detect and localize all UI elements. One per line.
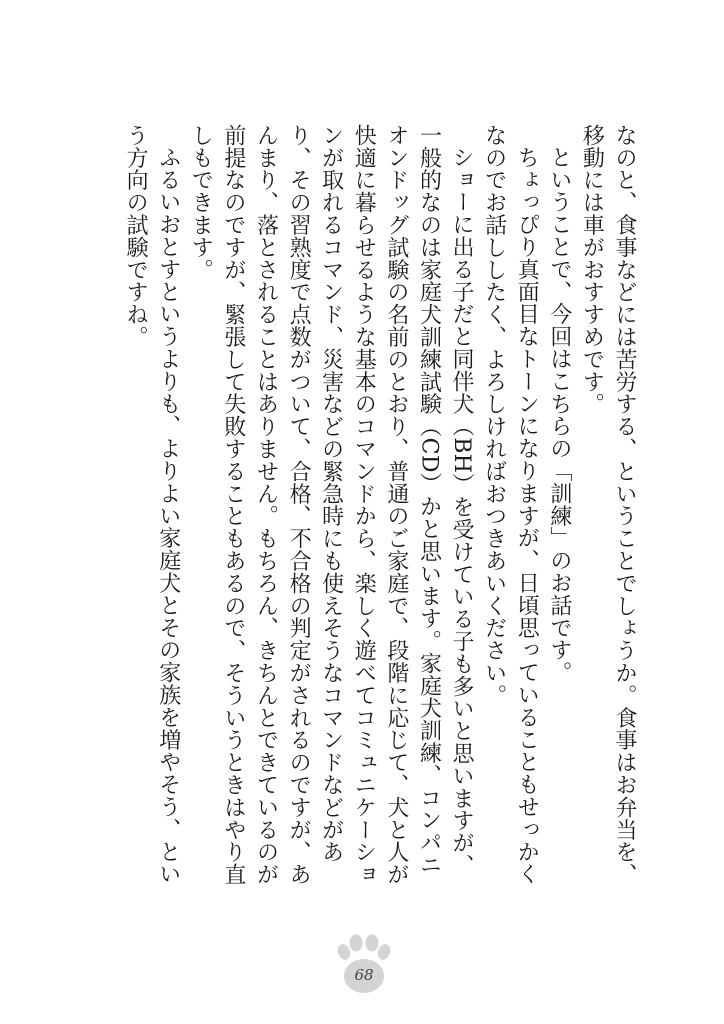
paragraph-3: ちょっぴり真面目なトーンになりますが、日頃思っていることもせっかくなのでお話ししたく、よろしければおつきあいください。 [481, 124, 540, 886]
paragraph-4: ショーに出る子だと同伴犬（BH）を受けている子も多いと思いますが、一般的なのは家庭犬訓練試験（CD）かと思います。家庭犬訓練、コンパニオンドッグ試験の名前のとおり、普通のご家庭で、段階に応じて、犬と人が快適に暮らせるような基本のコマンドから、楽しく遊べてコミュニケーションが取れるコマンド、災害などの緊急時にも使えそうなコマンドなどがあり、その習熟度で点数がついて、合格、不合格の判定がされるのですが、あんまり、落とされることはありません。もちろん、きちんとできているのが前提なのですが、緊張して失敗することもあるので、そういうときはやり直しもできます。 [188, 124, 475, 886]
page-number: 68 [354, 966, 374, 984]
paw-icon [332, 932, 396, 996]
paragraph-2: ということで、今回はこちらの「訓練」のお話です。 [546, 146, 572, 684]
paragraph-5: ふるいおとすというよりも、よりよい家庭犬とその家族を増やそう、という方向の試験ですね。 [123, 124, 181, 886]
body-text [100, 124, 640, 894]
page-footer [332, 932, 396, 996]
paragraph-1: なのと、食事などには苦労する、ということでしょうか。食事はお弁当を、移動には車がおすすめです。 [579, 124, 637, 886]
